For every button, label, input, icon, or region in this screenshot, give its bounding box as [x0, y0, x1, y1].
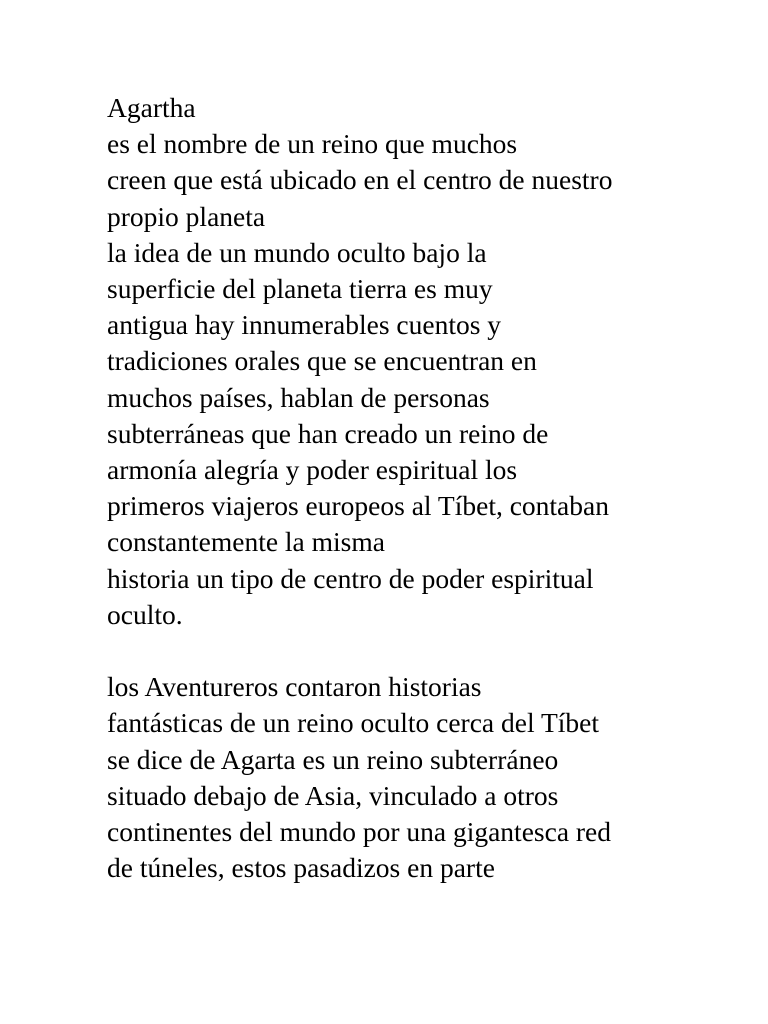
text-line: fantásticas de un reino oculto cerca del Tíbet [107, 707, 599, 739]
text-line: subterráneas que han creado un reino de [107, 417, 549, 449]
text-line: muchos países, hablan de personas [107, 381, 490, 413]
text-line: situado debajo de Asia, vinculado a otros [107, 779, 559, 811]
text-line: la idea de un mundo oculto bajo la [107, 236, 487, 268]
text-line: antigua hay innumerables cuentos y [107, 309, 502, 341]
text-line: oculto. [107, 598, 183, 630]
text-line: historia un tipo de centro de poder espiritual [107, 562, 594, 594]
text-line: se dice de Agarta es un reino subterráneo [107, 743, 559, 775]
text-line: Agartha [107, 92, 196, 123]
text-line: primeros viajeros europeos al Tíbet, contaban [107, 490, 609, 522]
text-line: tradiciones orales que se encuentran en [107, 345, 537, 377]
text-line: continentes del mundo por una gigantesca red [107, 816, 612, 848]
text-line: superficie del planeta tierra es muy [107, 273, 493, 305]
text-line: los Aventureros contaron historias [107, 671, 482, 703]
paragraph-1 [107, 90, 707, 633]
paragraph-gap [107, 633, 707, 669]
text-line: armonía alegría y poder espiritual los [107, 454, 518, 486]
text-line: propio planeta [107, 200, 266, 232]
text-line: constantemente la misma [107, 526, 385, 558]
document-page [107, 90, 707, 886]
paragraph-2 [107, 669, 707, 886]
text-line: de túneles, estos pasadizos en parte [107, 852, 495, 884]
text-line: creen que está ubicado en el centro de nuestro [107, 164, 613, 196]
text-line: es el nombre de un reino que muchos [107, 128, 518, 160]
